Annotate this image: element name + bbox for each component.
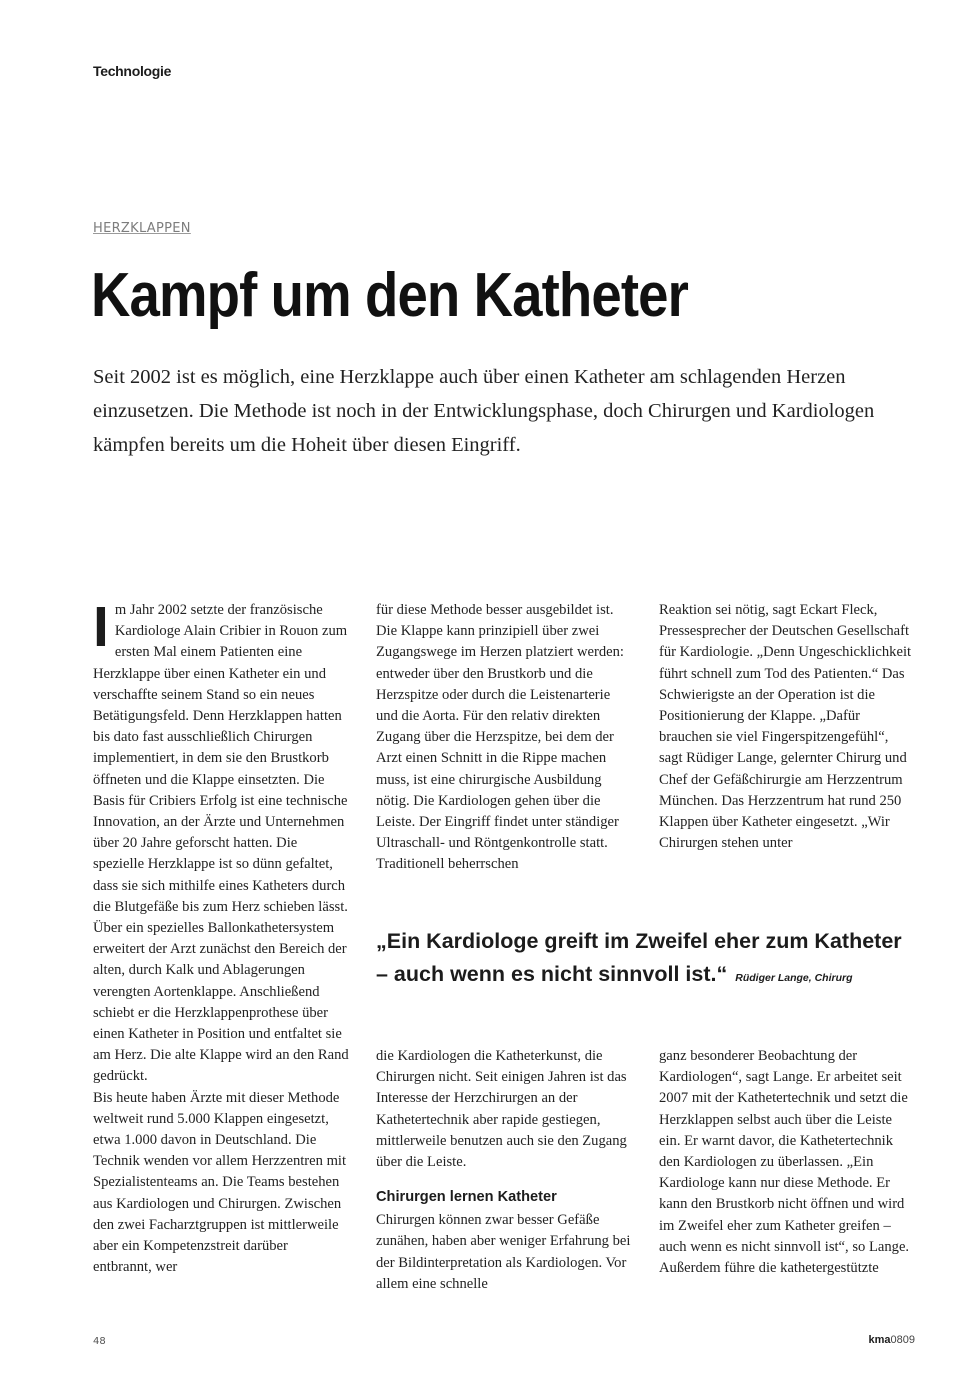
body-paragraph: Reaktion sei nötig, sagt Eckart Fleck, Pressesprecher der Deutschen Gesellschaft für Kardiologie. „Denn Ungeschicklichkeit führt schnell zum Tod des Patienten.“ Das Schwierigste an der Operation ist die Positionierung der Klappe. „Dafür brauchen sie viel Fingerspitzengefühl“, sagt Rüdiger Lange, gelernter Chirurg und Chef der Gefäßchirurgie am Herzzentrum München. Das Herzzentrum hat rund 250 Klappen über Katheter eingesetzt. „Wir Chirurgen stehen unter: [659, 602, 912, 852]
body-column-1: [93, 595, 349, 1279]
article-lead: Seit 2002 ist es möglich, eine Herzklappe auch über einen Katheter am schlagenden Herzen einzusetzen. Die Methode ist noch in der Entwicklungsphase, doch Chirurgen und Kardiologen kämpfen bereits um die Hoheit über diesen Eingriff.: [93, 366, 875, 456]
body-paragraph: für diese Methode besser ausgebildet ist. Die Klappe kann prinzipiell über zwei Zugangswege im Herzen platziert werden: entweder über den Brustkorb und die Herzspitze oder durch die Leistenarterie und die Aorta. Für den relativ direkten Zugang über die Herzspitze, bei dem der Arzt einen Schnitt in die Rippe machen muss, ist eine chirurgische Ausbildung nötig. Die Kardiologen gehen über die Leiste. Der Eingriff findet unter ständiger Ultraschall- und Röntgenkontrolle statt. Traditionell beherrschen: [376, 602, 624, 873]
body-paragraph: Chirurgen können zwar besser Gefäße zunähen, haben aber weniger Erfahrung bei der Bildinterpretation als Kardiologen. Vor allem eine schnelle: [376, 1212, 631, 1292]
body-column-3-bottom: [659, 1046, 915, 1279]
magazine-issue: [868, 1334, 915, 1346]
pull-quote-attribution: Rüdiger Lange, Chirurg: [735, 972, 853, 984]
page-number: 48: [93, 1336, 106, 1347]
body-paragraph: Bis heute haben Ärzte mit dieser Methode weltweit rund 5.000 Klappen eingesetzt, etwa 1.000 davon in Deutschland. Die Technik wenden vor allem Herzzentren mit Spezialistenteams an. Die Teams bestehen aus Kardiologen und Chirurgen. Zwischen den zwei Facharztgruppen ist mittlerweile aber ein Kompetenzstreit darüber entbrannt, wer: [93, 1089, 347, 1276]
pull-quote-text: „Ein Kardiologe greift im Zweifel eher zum Katheter – auch wenn es nicht sinnvoll ist.“: [376, 929, 902, 986]
body-paragraph: ganz besonderer Beobachtung der Kardiologen“, sagt Lange. Er arbeitet seit 2007 mit der Kathetertechnik und setzt die Herzklappen selbst auch über die Leiste ein. Er warnt davor, die Kathetertechnik den Kardiologen zu überlassen. „Ein Kardiologe kann nur diese Methode. Er kann den Brustkorb nicht öffnen und wird im Zweifel eher zum Katheter greifen – auch wenn es nicht sinnvoll ist“, so Lange. Außerdem führe die kathetergestützte: [659, 1048, 910, 1277]
issue-number: 0809: [890, 1334, 915, 1346]
article-kicker: HERZKLAPPEN: [93, 221, 191, 236]
body-column-2-bottom: [376, 1046, 632, 1295]
section-subheading: Chirurgen lernen Katheter: [376, 1189, 557, 1206]
paragraph-text: m Jahr 2002 setzte der französische Kardiologe Alain Cribier in Rouon zum ersten Mal einem Patienten eine Herzklappe über einen Katheter ein und verschaffte seinem Stand so ein neues Betätigungsfeld. Denn Herzklappen hatten bis dato fast ausschließlich Chirurgen implementiert, in dem sie den Brustkorb öffneten und die Klappe einsetzten. Die Basis für Cribiers Erfolg ist eine technische Innovation, an der Ärzte und Unternehmen über 20 Jahre geforscht hatten. Die spezielle Herzklappe ist so dünn gefaltet, dass sie sich mithilfe eines Katheters durch die Blutgefäße bis zum Herz schieben lässt. Über ein spezielles Ballonkathetersystem erweitert der Arzt zunächst den Bereich der alten, durch Kalk und Ablagerungen verengten Aortenklappe. Anschließend schiebt er die Herzklappenprothese über einen Katheter in Position und entfaltet sie am Herz. Die alte Klappe wird an den Rand gedrückt.: [93, 602, 349, 1085]
drop-cap: I: [93, 595, 109, 659]
body-column-2-top: [376, 600, 632, 876]
magazine-logo: kma: [868, 1334, 891, 1346]
pull-quote: [376, 925, 916, 995]
body-paragraph: die Kardiologen die Katheterkunst, die Chirurgen nicht. Seit einigen Jahren ist das Interesse der Herzchirurgen an der Kathetertechnik aber rapide gestiegen, mittlerweile benutzen auch sie den Zugang über die Leiste.: [376, 1048, 627, 1171]
body-paragraph: [93, 595, 349, 1088]
article-title: Kampf um den Katheter: [91, 261, 688, 330]
body-column-3-top: [659, 600, 915, 854]
section-label: Technologie: [93, 63, 172, 79]
